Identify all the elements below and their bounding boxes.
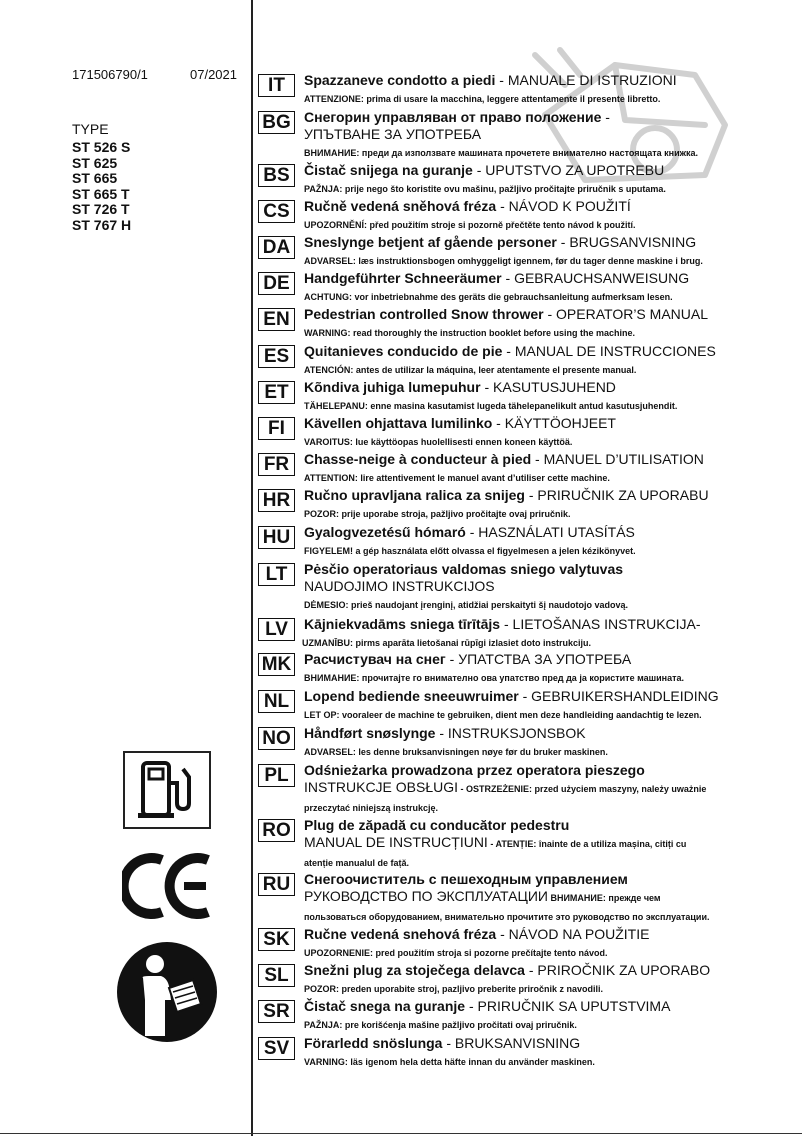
lang-manual: BRUGSANVISNING <box>569 234 697 250</box>
lang-sep: - <box>502 343 515 359</box>
lang-sep: - <box>500 616 513 632</box>
lang-title: Ručno upravljana ralica za snijeg <box>304 487 525 503</box>
lang-sep: - <box>442 1035 455 1051</box>
lang-title: Spazzaneve condotto a piedi <box>304 72 496 88</box>
lang-title: Снегоочиститель с пешеходным управлением <box>304 871 628 887</box>
lang-warning: ADVARSEL: læs instruktionsbogen omhyggeligt igennem, før du tager denne maskine i brug. <box>304 256 703 266</box>
lang-code: BG <box>258 111 295 134</box>
model-item: ST 526 S <box>72 139 131 155</box>
lang-manual: INSTRUKCJE OBSŁUGI <box>304 779 459 795</box>
lang-warning: PAŽNJA: pre korišćenja mašine pažljivo pročitati ovaj priručnik. <box>304 1020 577 1030</box>
lang-sep: - <box>524 487 538 503</box>
lang-sep: - <box>524 962 538 978</box>
lang-code: DE <box>258 272 295 295</box>
lang-code: SL <box>258 964 295 987</box>
lang-code: FR <box>258 453 295 476</box>
lang-manual: NAUDOJIMO INSTRUKCIJOS <box>304 578 495 594</box>
lang-manual: LIETOŠANAS INSTRUKCIJA- <box>512 616 701 632</box>
model-list <box>72 140 131 233</box>
lang-manual: УПАТСТВА ЗА УПОТРЕБА <box>458 651 632 667</box>
lang-manual: KASUTUSJUHEND <box>493 379 616 395</box>
lang-sep: - <box>556 234 570 250</box>
lang-sep: - <box>445 651 459 667</box>
lang-sep: - <box>496 198 509 214</box>
lang-code: SV <box>258 1037 295 1060</box>
lang-code: CS <box>258 200 295 223</box>
lang-code: DA <box>258 236 295 259</box>
lang-code: HR <box>258 489 295 512</box>
lang-warning: ACHTUNG: vor inbetriebnahme des geräts die gebrauchsanleitung aufmerksam lesen. <box>304 292 673 302</box>
lang-code: PL <box>258 764 295 787</box>
lang-warning: VAROITUS: lue käyttöopas huolellisesti ennen koneen käyttöä. <box>304 437 573 447</box>
lang-title: Sneslynge betjent af gående personer <box>304 234 557 250</box>
lang-sep: - <box>496 926 509 942</box>
lang-code: LV <box>258 618 295 641</box>
lang-title: Odśnieżarka prowadzona przez operatora pieszego <box>304 762 645 778</box>
lang-manual: BRUKSANVISNING <box>454 1035 581 1051</box>
lang-warning: ATTENZIONE: prima di usare la macchina, leggere attentamente il presente libretto. <box>304 94 661 104</box>
lang-sep: - <box>601 109 610 125</box>
lang-warning: WARNING: read thoroughly the instruction booklet before using the machine. <box>304 328 636 338</box>
lang-warning: FIGYELEM! a gép használata előtt olvassa el figyelmesen a jelen kézikönyvet. <box>304 546 636 556</box>
lang-warning: ATENCIÓN: antes de utilizar la máquina, leer atentamente el presente manual. <box>304 365 637 375</box>
lang-sep: - <box>465 998 478 1014</box>
lang-sep: - <box>465 524 479 540</box>
lang-warning: ADVARSEL: les denne bruksanvisningen nøye før du bruker maskinen. <box>304 747 608 757</box>
lang-sep: - <box>495 72 508 88</box>
lang-warning: UPOZORNĚNÍ: před použitím stroje si pozorně přečtěte tento návod k použití. <box>304 220 636 230</box>
lang-manual: MANUALE DI ISTRUZIONI <box>507 72 677 88</box>
lang-manual: INSTRUKSJONSBOK <box>447 725 586 741</box>
lang-title: Čistač snega na guranje <box>304 998 466 1014</box>
model-item: ST 767 H <box>72 216 132 233</box>
lang-title: Pedestrian controlled Snow thrower <box>304 306 544 322</box>
lang-title: Gyalogvezetésű hómaró <box>304 524 466 540</box>
lang-warning: atenție manualul de față. <box>304 858 410 868</box>
lang-code: FI <box>258 417 295 440</box>
lang-manual: PRIRUČNIK SA UPUTSTVIMA <box>477 998 671 1014</box>
lang-title: Kõndiva juhiga lumepuhur <box>304 379 481 395</box>
bottom-rule <box>0 1133 802 1134</box>
lang-warning: DĖMESIO: prieš naudojant įrenginį, atidžiai perskaityti šį naudotojo vadovą. <box>304 600 629 610</box>
model-item: ST 625 <box>72 154 118 171</box>
lang-code: RO <box>258 819 295 842</box>
lang-sep: - <box>472 162 486 178</box>
lang-inline-warning: - OSTRZEŻENIE: przed użyciem maszyny, należy uważnie <box>458 784 707 794</box>
lang-sep: - <box>480 379 494 395</box>
lang-manual: УПЪТВАНЕ ЗА УПОТРЕБА <box>304 126 482 142</box>
lang-manual: KÄYTTÖOHJEET <box>504 415 616 431</box>
lang-title: Håndført snøslynge <box>304 725 436 741</box>
lang-sep: - <box>531 451 544 467</box>
lang-title: Ručně vedená sněhová fréza <box>304 198 497 214</box>
lang-code: HU <box>258 526 295 549</box>
lang-manual: GEBRAUCHSANWEISUNG <box>514 270 690 286</box>
lang-code: IT <box>258 74 295 97</box>
doc-date: 07/2021 <box>190 67 237 82</box>
ce-mark-icon <box>122 850 214 922</box>
lang-manual: MANUAL DE INSTRUCȚIUNI <box>304 834 488 850</box>
lang-sep: - <box>501 270 515 286</box>
read-manual-icon <box>115 940 219 1044</box>
lang-code: MK <box>258 653 295 676</box>
lang-inline-warning: ВНИМАНИЕ: прежде чем <box>547 893 661 903</box>
lang-warning: ВНИМАНИЕ: преди да използвате машината прочетете внимателно настоящата книжка. <box>304 148 699 158</box>
lang-title: Ručne vedená snehová fréza <box>304 926 497 942</box>
lang-manual: MANUAL DE INSTRUCCIONES <box>514 343 716 359</box>
lang-sep: - <box>492 415 505 431</box>
fuel-pump-icon <box>125 753 209 827</box>
lang-title: Pėsčio operatoriaus valdomas sniego valytuvas <box>304 561 624 577</box>
lang-title: Snežni plug za stoječega delavca <box>304 962 525 978</box>
lang-warning: ВНИМАНИЕ: прочитајте го внимателно ова упатство пред да ја користите машината. <box>304 673 685 683</box>
lang-title: Quitanieves conducido de pie <box>304 343 503 359</box>
lang-sep: - <box>435 725 448 741</box>
lang-title: Kävellen ohjattava lumilinko <box>304 415 493 431</box>
lang-manual: GEBRUIKERSHANDLEIDING <box>531 688 719 704</box>
model-item: ST 665 T <box>72 185 130 202</box>
lang-title: Plug de zăpadă cu conducător pedestru <box>304 817 570 833</box>
lang-title: Расчистувач на снег <box>304 651 446 667</box>
lang-code: ES <box>258 345 295 368</box>
lang-code: NL <box>258 690 295 713</box>
lang-warning: ATTENTION: lire attentivement le manuel avant d’utiliser cette machine. <box>304 473 610 483</box>
lang-manual: UPUTSTVO ZA UPOTREBU <box>485 162 665 178</box>
type-label: TYPE <box>72 121 109 137</box>
lang-warning: POZOR: preden uporabite stroj, pazljivo preberite priročnik z navodili. <box>304 984 604 994</box>
lang-manual: NÁVOD K POUŽITÍ <box>508 198 631 214</box>
lang-warning: LET OP: vooraleer de machine te gebruiken, dient men deze handleiding aandachtig te lezen. <box>304 710 702 720</box>
column-divider <box>251 0 253 1136</box>
lang-code: SR <box>258 1000 295 1023</box>
lang-manual: MANUEL D’UTILISATION <box>543 451 704 467</box>
lang-title: Снегорин управляван от право положение <box>304 109 602 125</box>
lang-warning: UPOZORNENIE: pred použitím stroja si pozorne prečítajte tento návod. <box>304 948 608 958</box>
lang-warning: пользоваться оборудованием, внимательно прочитите это руководство по эксплуатации. <box>304 912 710 922</box>
lang-manual: NÁVOD NA POUŽITIE <box>508 926 650 942</box>
lang-code: ET <box>258 381 295 404</box>
doc-number: 171506790/1 <box>72 67 148 82</box>
lang-title: Förarledd snöslunga <box>304 1035 443 1051</box>
lang-warning: POZOR: prije uporabe stroja, pažljivo pročitajte ovaj priručnik. <box>304 509 571 519</box>
lang-code: RU <box>258 873 295 896</box>
lang-manual: РУКОВОДСТВО ПО ЭКСПЛУАТАЦИИ <box>304 888 548 904</box>
model-item: ST 726 T <box>72 201 130 217</box>
lang-manual: PRIRUČNIK ZA UPORABU <box>537 487 709 503</box>
lang-warning: UZMANĪBU: pirms aparāta lietošanai rūpīgi izlasiet doto instrukciju. <box>302 638 592 648</box>
lang-title: Handgeführter Schneeräumer <box>304 270 502 286</box>
lang-code: SK <box>258 928 295 951</box>
lang-manual: PRIROČNIK ZA UPORABO <box>537 962 711 978</box>
lang-warning: przeczytać niniejszą instrukcję. <box>304 803 439 813</box>
lang-code: EN <box>258 308 295 331</box>
lang-title: Čistač snijega na guranje <box>304 162 473 178</box>
lang-title: Kājniekvadāms sniega tīrītājs <box>304 616 501 632</box>
fuel-pump-icon-frame <box>123 751 211 829</box>
lang-warning: VARNING: läs igenom hela detta häfte innan du använder maskinen. <box>304 1057 595 1067</box>
lang-inline-warning: - ATENȚIE: înainte de a utiliza mașina, citiți cu <box>487 839 687 849</box>
lang-code: BS <box>258 164 295 187</box>
lang-code: NO <box>258 727 295 750</box>
lang-sep: - <box>543 306 557 322</box>
lang-sep: - <box>518 688 532 704</box>
lang-warning: PAŽNJA: prije nego što koristite ovu mašinu, pažljivo pročitajte priručnik s uputama. <box>304 184 666 194</box>
model-item: ST 665 <box>72 170 118 186</box>
lang-manual: OPERATOR’S MANUAL <box>556 306 709 322</box>
lang-manual: HASZNÁLATI UTASÍTÁS <box>478 524 635 540</box>
lang-warning: TÄHELEPANU: enne masina kasutamist lugeda tähelepanelikult antud kasutusjuhendit. <box>304 401 678 411</box>
lang-title: Chasse-neige à conducteur à pied <box>304 451 532 467</box>
lang-title: Lopend bediende sneeuwruimer <box>304 688 519 704</box>
lang-code: LT <box>258 563 295 586</box>
